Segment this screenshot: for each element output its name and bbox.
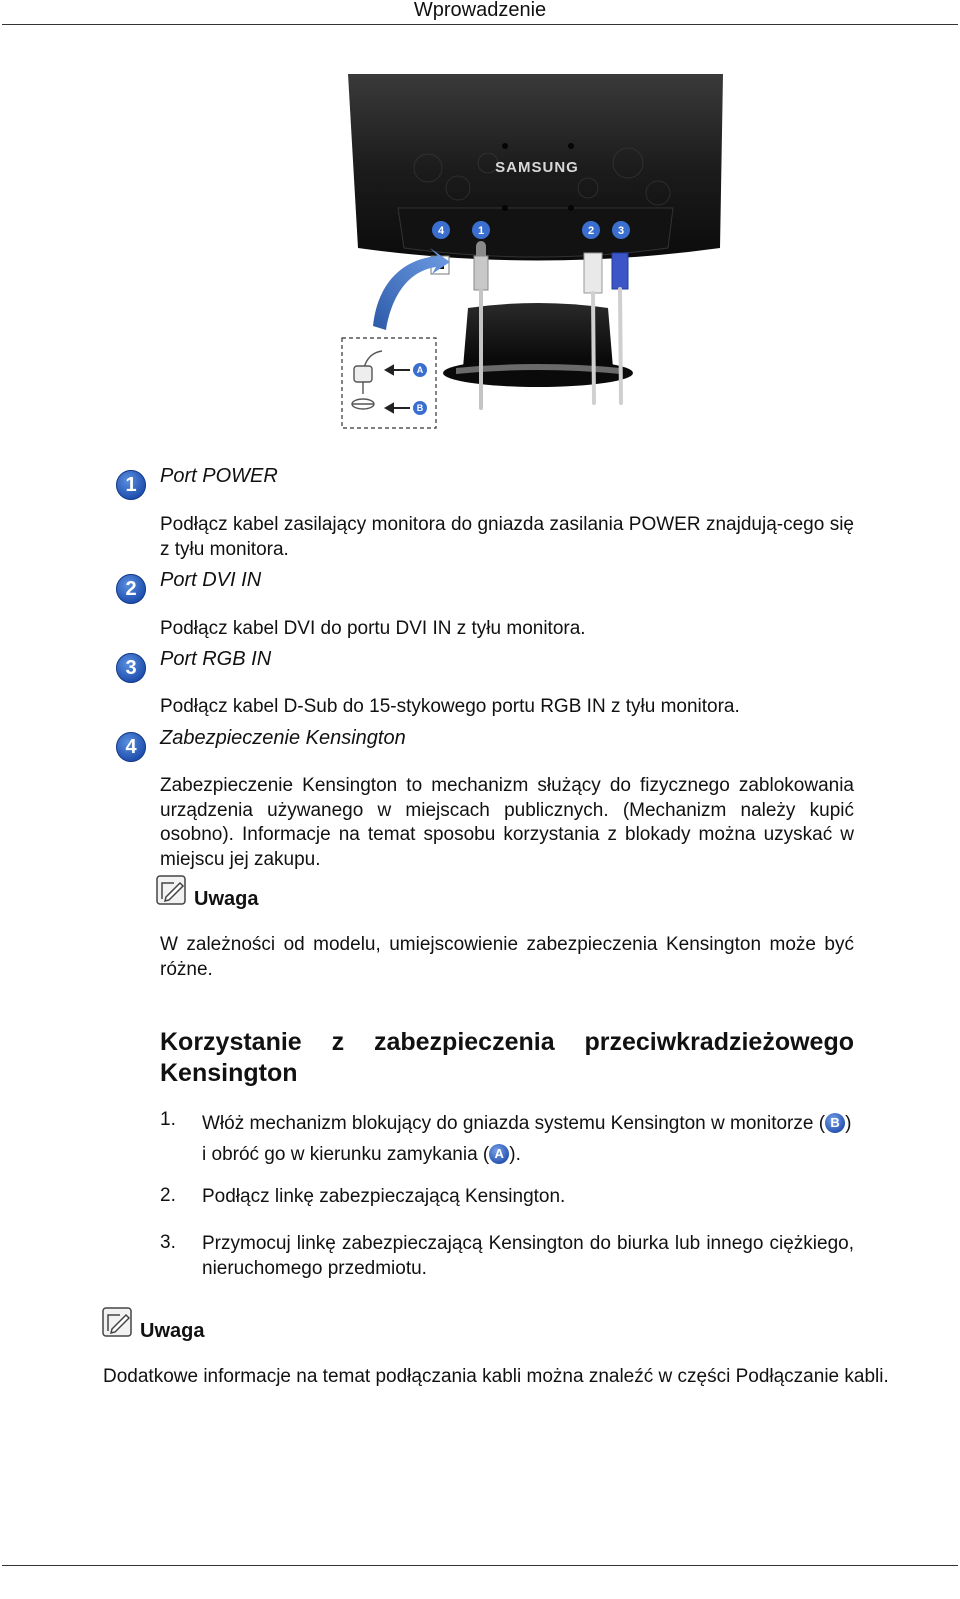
brand-logo: SAMSUNG	[495, 159, 579, 176]
svg-text:2: 2	[587, 225, 595, 237]
note-text: Dodatkowe informacje na temat podłączania kabli można znaleźć w części Podłączanie kabli.	[103, 1366, 889, 1387]
svg-text:A: A	[416, 365, 424, 375]
svg-text:4: 4	[437, 225, 445, 237]
step-1-number: 1.	[160, 1109, 176, 1130]
svg-text:3: 3	[617, 225, 625, 237]
note-icon	[102, 1307, 132, 1337]
lock-b-icon: B	[825, 1113, 845, 1133]
lock-a-icon: A	[489, 1144, 509, 1164]
port-4-description: Zabezpieczenie Kensington to mechanizm służący do fizycznego zablokowania urządzenia używanego w miejscach publicznych. (Mechanizm należy kupić osobno). Informacje na temat sposobu korzystania z blokady można uzyskać w miejscu jej zakupu.	[160, 775, 854, 870]
port-1-description: Podłącz kabel zasilający monitora do gniazda zasilania POWER znajdują-cego się z tyłu monitora.	[160, 514, 854, 560]
port-4-title: Zabezpieczenie Kensington	[160, 727, 406, 749]
step-3-text: Przymocuj linkę zabezpieczającą Kensington do biurka lub innego ciężkiego, nieruchomego przedmiotu.	[202, 1233, 854, 1279]
header-divider	[2, 24, 958, 25]
step-1-text: Włóż mechanizm blokujący do gniazda systemu Kensington w monitorze ( B ) i obróć go w kierunku zamykania ( A ).	[202, 1113, 852, 1165]
port-3-description: Podłącz kabel D-Sub do 15-stykowego portu RGB IN z tyłu monitora.	[160, 696, 740, 717]
monitor-rear-illustration	[338, 68, 733, 433]
footer-divider	[2, 1565, 958, 1566]
note-label: Uwaga	[140, 1320, 205, 1342]
port-2-title: Port DVI IN	[160, 569, 262, 591]
step-3-number: 3.	[160, 1232, 176, 1253]
port-4-badge-icon: 4	[116, 732, 146, 762]
svg-text:1: 1	[477, 225, 485, 237]
port-2-badge-icon: 2	[116, 574, 146, 604]
port-1-badge-icon: 1	[116, 470, 146, 500]
page-header-title: Wprowadzenie	[413, 0, 547, 21]
note-text: W zależności od modelu, umiejscowienie zabezpieczenia Kensington może być różne.	[160, 934, 854, 980]
port-2-description: Podłącz kabel DVI do portu DVI IN z tyłu monitora.	[160, 618, 586, 639]
port-3-title: Port RGB IN	[160, 648, 272, 670]
step-2-number: 2.	[160, 1185, 176, 1206]
svg-text:B: B	[416, 403, 424, 413]
note-icon	[156, 875, 186, 905]
port-1-title: Port POWER	[160, 465, 278, 487]
section-heading: Korzystanie z zabezpieczenia przeciwkradzieżowego Kensington	[160, 1028, 854, 1087]
note-label: Uwaga	[194, 888, 259, 910]
port-3-badge-icon: 3	[116, 653, 146, 683]
step-2-text: Podłącz linkę zabezpieczającą Kensington.	[202, 1186, 566, 1207]
